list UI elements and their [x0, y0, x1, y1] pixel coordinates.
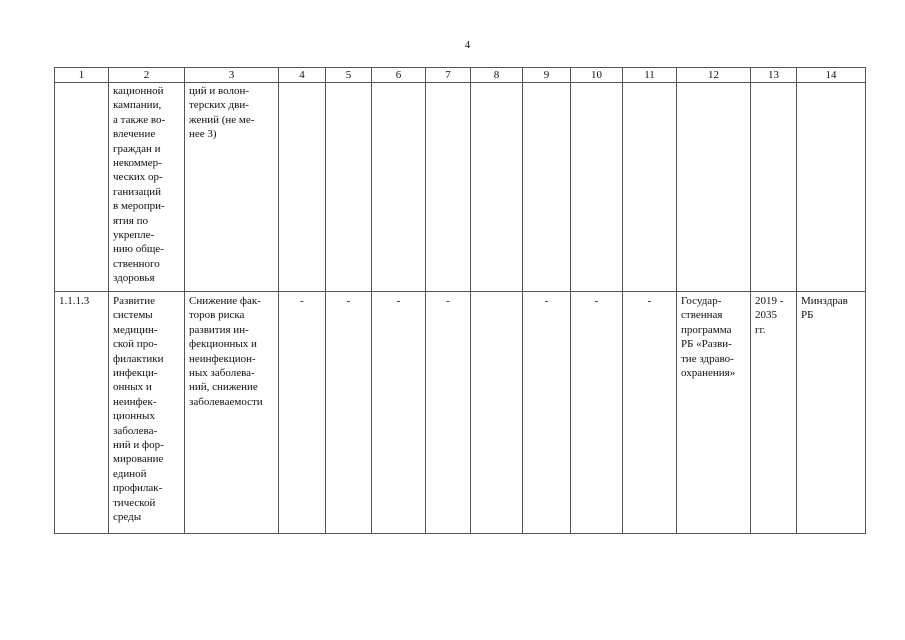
cell-col-6: - [372, 292, 426, 534]
cell-col-7 [426, 83, 471, 292]
cell-col-8 [471, 292, 523, 534]
cell-number: 1.1.1.3 [55, 292, 109, 534]
cell-result: ций и волон- терских дви- жений (не ме- нее 3) [185, 83, 279, 292]
cell-col-5: - [326, 292, 372, 534]
column-header-2: 2 [109, 68, 185, 83]
column-header-12: 12 [677, 68, 751, 83]
column-header-4: 4 [279, 68, 326, 83]
cell-col-10: - [571, 292, 623, 534]
cell-col-7: - [426, 292, 471, 534]
cell-col-4 [279, 83, 326, 292]
cell-col-6 [372, 83, 426, 292]
header-row [55, 68, 866, 83]
cell-activity: кационной кампании, а также во- влечение граждан и некоммер- ческих ор- ганизаций в меропри- ятия по укрепле- нию обще- ственного здоровья [109, 83, 185, 292]
column-header-3: 3 [185, 68, 279, 83]
column-header-9: 9 [523, 68, 571, 83]
column-header-10: 10 [571, 68, 623, 83]
cell-period [751, 83, 797, 292]
table-row [55, 83, 866, 292]
cell-col-9 [523, 83, 571, 292]
column-header-6: 6 [372, 68, 426, 83]
cell-program [677, 83, 751, 292]
column-header-13: 13 [751, 68, 797, 83]
column-header-5: 5 [326, 68, 372, 83]
table-row [55, 292, 866, 534]
cell-period: 2019 - 2035 гг. [751, 292, 797, 534]
cell-executor [797, 83, 866, 292]
cell-result: Снижение фак- торов риска развития ин- фекционных и неинфекцион- ных заболева- ний, снижение заболеваемости [185, 292, 279, 534]
cell-executor: Минздрав РБ [797, 292, 866, 534]
cell-col-10 [571, 83, 623, 292]
column-header-1: 1 [55, 68, 109, 83]
column-header-7: 7 [426, 68, 471, 83]
column-header-11: 11 [623, 68, 677, 83]
column-header-8: 8 [471, 68, 523, 83]
cell-number [55, 83, 109, 292]
cell-col-5 [326, 83, 372, 292]
cell-col-8 [471, 83, 523, 292]
column-header-14: 14 [797, 68, 866, 83]
cell-program: Государ- ственная программа РБ «Разви- тие здраво- охранения» [677, 292, 751, 534]
cell-col-4: - [279, 292, 326, 534]
cell-activity: Развитие системы медицин- ской про- филактики инфекци- онных и неинфек- ционных заболева- ний и фор- мирование единой профилак- тической среды [109, 292, 185, 534]
page-number: 4 [464, 39, 471, 51]
cell-col-11: - [623, 292, 677, 534]
program-table [54, 67, 866, 534]
cell-col-11 [623, 83, 677, 292]
cell-col-9: - [523, 292, 571, 534]
